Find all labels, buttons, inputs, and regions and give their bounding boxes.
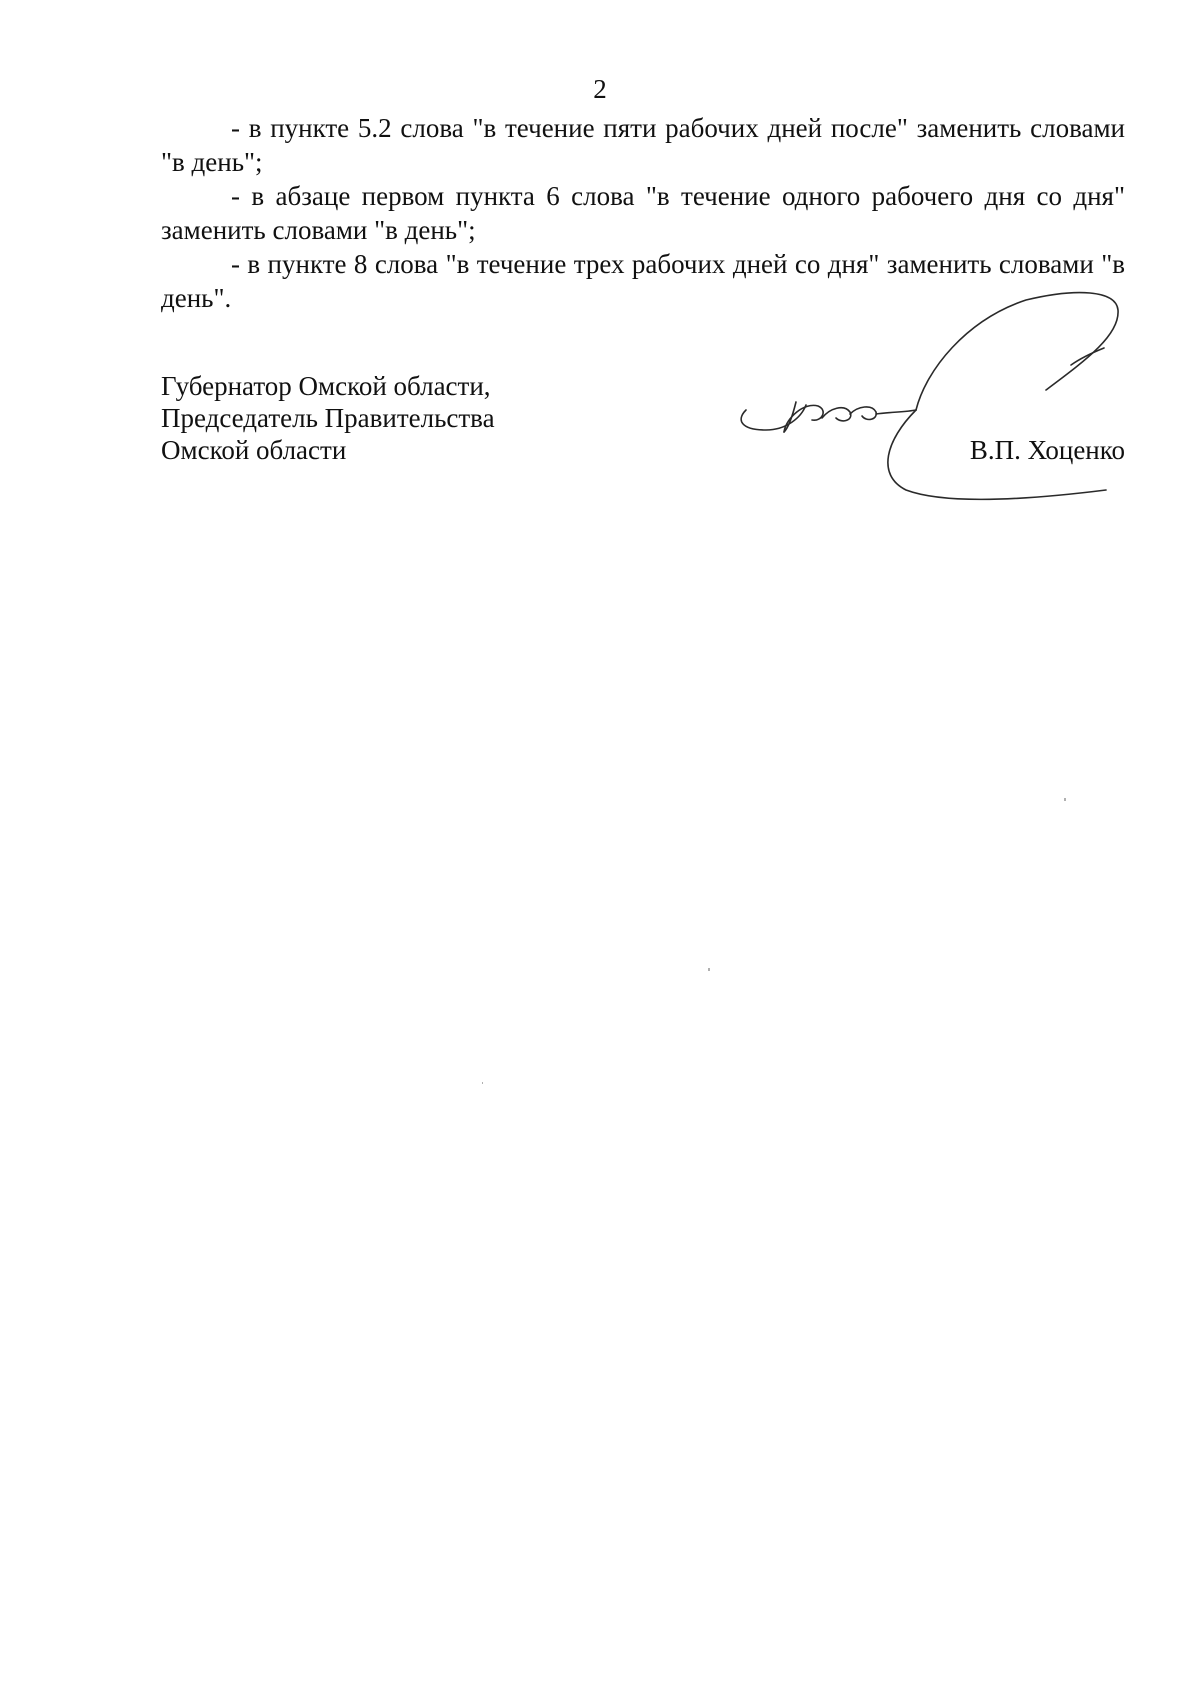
document-body — [161, 111, 1125, 315]
signer-name: В.П. Хоценко — [969, 435, 1125, 465]
scan-speck — [1064, 798, 1066, 801]
scan-speck — [708, 968, 710, 971]
position-line: Омской области — [161, 435, 347, 465]
amendment-paragraph: - в пункте 5.2 слова "в течение пяти рабочих дней после" заменить словами "в день"; — [161, 113, 1125, 177]
position-line: Председатель Правительства — [161, 403, 495, 433]
handwritten-signature-icon — [726, 290, 1146, 510]
amendment-paragraph: - в пункте 8 слова "в течение трех рабочих дней со дня" заменить словами "в день". — [161, 249, 1125, 313]
amendment-paragraph: - в абзаце первом пункта 6 слова "в течение одного рабочего дня со дня" заменить словами "в день"; — [161, 181, 1125, 245]
signer-position — [161, 370, 495, 466]
position-line: Губернатор Омской области, — [161, 371, 491, 401]
scan-speck — [482, 1082, 483, 1084]
page-number: 2 — [593, 74, 607, 104]
